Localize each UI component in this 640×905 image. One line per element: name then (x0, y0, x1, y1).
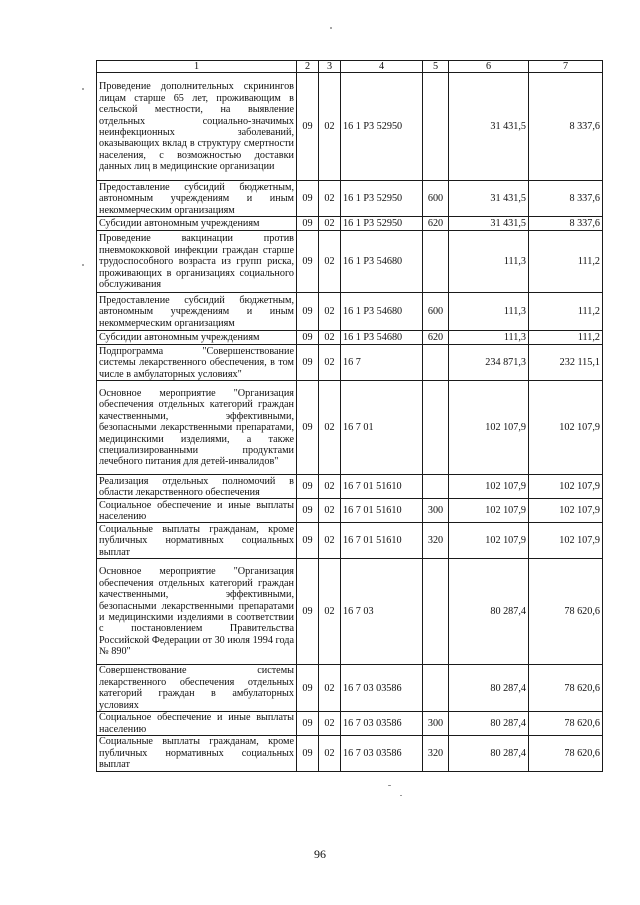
header-cell-col7: 7 (529, 61, 603, 73)
row-subsection-cell: 02 (319, 499, 341, 523)
row-section-cell: 09 (297, 499, 319, 523)
row-expense-type-cell: 600 (423, 293, 449, 331)
row-subsection-cell: 02 (319, 293, 341, 331)
row-name-cell: Социальное обеспечение и иные выплаты населению (97, 712, 297, 736)
row-expense-type-cell (423, 345, 449, 381)
table-row (97, 523, 603, 559)
row-subsection-cell: 02 (319, 331, 341, 345)
table-row (97, 181, 603, 217)
row-amount-cell: 31 431,5 (449, 181, 529, 217)
table-row (97, 475, 603, 499)
row-subsection-cell: 02 (319, 712, 341, 736)
table-row (97, 217, 603, 231)
budget-table (96, 60, 603, 772)
row-name-cell: Подпрограмма "Совершенствование системы лекарственного обеспечения, в том числе в амбулаторных условиях" (97, 345, 297, 381)
table-row (97, 665, 603, 712)
row-section-cell: 09 (297, 712, 319, 736)
row-amount-cell: 102 107,9 (449, 523, 529, 559)
row-expense-type-cell (423, 381, 449, 475)
row-name-cell: Социальные выплаты гражданам, кроме публичных нормативных социальных выплат (97, 523, 297, 559)
row-amount-cell: 111,3 (449, 231, 529, 293)
row-subsection-cell: 02 (319, 345, 341, 381)
table-row (97, 73, 603, 181)
row-subsection-cell: 02 (319, 231, 341, 293)
scan-speck (330, 27, 332, 29)
row-amount-cell: 78 620,6 (529, 736, 603, 772)
row-amount-cell: 8 337,6 (529, 181, 603, 217)
row-amount-cell: 102 107,9 (529, 381, 603, 475)
header-cell-col1: 1 (97, 61, 297, 73)
row-amount-cell: 232 115,1 (529, 345, 603, 381)
row-subsection-cell: 02 (319, 217, 341, 231)
row-expense-type-cell: 620 (423, 217, 449, 231)
row-amount-cell: 80 287,4 (449, 736, 529, 772)
row-amount-cell: 111,3 (449, 293, 529, 331)
row-amount-cell: 111,2 (529, 293, 603, 331)
row-target-code-cell: 16 7 01 51610 (341, 523, 423, 559)
table-row (97, 712, 603, 736)
table-row (97, 381, 603, 475)
header-cell-col6: 6 (449, 61, 529, 73)
header-cell-col5: 5 (423, 61, 449, 73)
row-amount-cell: 80 287,4 (449, 559, 529, 665)
header-row (97, 61, 603, 73)
row-amount-cell: 80 287,4 (449, 665, 529, 712)
row-amount-cell: 102 107,9 (449, 499, 529, 523)
scan-speck (400, 795, 402, 796)
row-subsection-cell: 02 (319, 475, 341, 499)
row-section-cell: 09 (297, 559, 319, 665)
row-target-code-cell: 16 1 P3 54680 (341, 293, 423, 331)
row-section-cell: 09 (297, 293, 319, 331)
row-expense-type-cell: 620 (423, 331, 449, 345)
table-row (97, 293, 603, 331)
row-target-code-cell: 16 7 01 51610 (341, 475, 423, 499)
row-name-cell: Субсидии автономным учреждениям (97, 217, 297, 231)
row-expense-type-cell (423, 231, 449, 293)
row-section-cell: 09 (297, 736, 319, 772)
row-section-cell: 09 (297, 475, 319, 499)
row-target-code-cell: 16 7 01 51610 (341, 499, 423, 523)
row-target-code-cell: 16 7 03 03586 (341, 736, 423, 772)
row-expense-type-cell (423, 475, 449, 499)
row-amount-cell: 78 620,6 (529, 665, 603, 712)
row-amount-cell: 102 107,9 (529, 523, 603, 559)
row-name-cell: Социальное обеспечение и иные выплаты населению (97, 499, 297, 523)
header-cell-col3: 3 (319, 61, 341, 73)
row-section-cell: 09 (297, 217, 319, 231)
row-name-cell: Предоставление субсидий бюджетным, автономным учреждениям и иным некоммерческим организациям (97, 181, 297, 217)
row-name-cell: Субсидии автономным учреждениям (97, 331, 297, 345)
row-subsection-cell: 02 (319, 181, 341, 217)
row-amount-cell: 111,2 (529, 331, 603, 345)
scan-speck (82, 264, 84, 266)
row-target-code-cell: 16 7 01 (341, 381, 423, 475)
row-name-cell: Предоставление субсидий бюджетным, автономным учреждениям и иным некоммерческим организациям (97, 293, 297, 331)
row-section-cell: 09 (297, 523, 319, 559)
row-subsection-cell: 02 (319, 665, 341, 712)
table-row (97, 231, 603, 293)
row-expense-type-cell (423, 73, 449, 181)
row-target-code-cell: 16 7 03 (341, 559, 423, 665)
row-target-code-cell: 16 7 03 03586 (341, 665, 423, 712)
row-subsection-cell: 02 (319, 73, 341, 181)
row-amount-cell: 8 337,6 (529, 217, 603, 231)
row-expense-type-cell: 320 (423, 736, 449, 772)
row-target-code-cell: 16 7 03 03586 (341, 712, 423, 736)
row-expense-type-cell (423, 665, 449, 712)
header-cell-col4: 4 (341, 61, 423, 73)
header-cell-col2: 2 (297, 61, 319, 73)
row-section-cell: 09 (297, 73, 319, 181)
row-amount-cell: 8 337,6 (529, 73, 603, 181)
row-subsection-cell: 02 (319, 523, 341, 559)
row-target-code-cell: 16 1 P3 54680 (341, 331, 423, 345)
row-amount-cell: 31 431,5 (449, 217, 529, 231)
row-amount-cell: 102 107,9 (449, 381, 529, 475)
row-amount-cell: 111,3 (449, 331, 529, 345)
row-target-code-cell: 16 1 P3 52950 (341, 181, 423, 217)
table-row (97, 736, 603, 772)
row-amount-cell: 102 107,9 (529, 475, 603, 499)
row-section-cell: 09 (297, 231, 319, 293)
row-amount-cell: 111,2 (529, 231, 603, 293)
row-subsection-cell: 02 (319, 736, 341, 772)
row-section-cell: 09 (297, 665, 319, 712)
row-target-code-cell: 16 1 P3 52950 (341, 73, 423, 181)
row-name-cell: Основное мероприятие "Организация обеспечения отдельных категорий граждан качественными, эффективными, безопасными лекарственными препаратами и медицинскими изделиями в соответствии с постановлением Правительства Российской Федерации от 30 июля 1994 года № 890" (97, 559, 297, 665)
row-amount-cell: 78 620,6 (529, 559, 603, 665)
table-row (97, 559, 603, 665)
row-name-cell: Социальные выплаты гражданам, кроме публичных нормативных социальных выплат (97, 736, 297, 772)
row-expense-type-cell: 320 (423, 523, 449, 559)
table-row (97, 499, 603, 523)
row-amount-cell: 102 107,9 (449, 475, 529, 499)
row-expense-type-cell: 300 (423, 499, 449, 523)
table-header (97, 61, 603, 73)
row-name-cell: Совершенствование системы лекарственного обеспечения отдельных категорий граждан в амбулаторных условиях (97, 665, 297, 712)
row-amount-cell: 78 620,6 (529, 712, 603, 736)
row-section-cell: 09 (297, 381, 319, 475)
table-row (97, 331, 603, 345)
row-section-cell: 09 (297, 331, 319, 345)
page-number: 96 (314, 847, 326, 861)
row-expense-type-cell: 600 (423, 181, 449, 217)
row-amount-cell: 234 871,3 (449, 345, 529, 381)
row-name-cell: Реализация отдельных полномочий в области лекарственного обеспечения (97, 475, 297, 499)
row-expense-type-cell (423, 559, 449, 665)
table-body (97, 73, 603, 772)
row-subsection-cell: 02 (319, 559, 341, 665)
row-section-cell: 09 (297, 345, 319, 381)
row-name-cell: Проведение вакцинации против пневмококковой инфекции граждан старше трудоспособного возраста из групп риска, проживающих в организациях социального обслуживания (97, 231, 297, 293)
scan-speck (82, 88, 84, 90)
row-target-code-cell: 16 1 P3 52950 (341, 217, 423, 231)
row-amount-cell: 102 107,9 (529, 499, 603, 523)
row-amount-cell: 31 431,5 (449, 73, 529, 181)
row-section-cell: 09 (297, 181, 319, 217)
row-name-cell: Основное мероприятие "Организация обеспечения отдельных категорий граждан качественными, эффективными, безопасными лекарственными препаратами, медицинскими изделиями, а также специализированными продуктами лечебного питания для детей-инвалидов" (97, 381, 297, 475)
row-amount-cell: 80 287,4 (449, 712, 529, 736)
table-row (97, 345, 603, 381)
row-subsection-cell: 02 (319, 381, 341, 475)
row-name-cell: Проведение дополнительных скринингов лицам старше 65 лет, проживающим в сельской местности, на выявление отдельных социально-значимых неинфекционных заболеваний, оказывающих вклад в структуру смертности населения, с возможностью доставки данных лиц в медицинские организации (97, 73, 297, 181)
row-expense-type-cell: 300 (423, 712, 449, 736)
scan-speck (388, 785, 391, 786)
row-target-code-cell: 16 7 (341, 345, 423, 381)
row-target-code-cell: 16 1 P3 54680 (341, 231, 423, 293)
